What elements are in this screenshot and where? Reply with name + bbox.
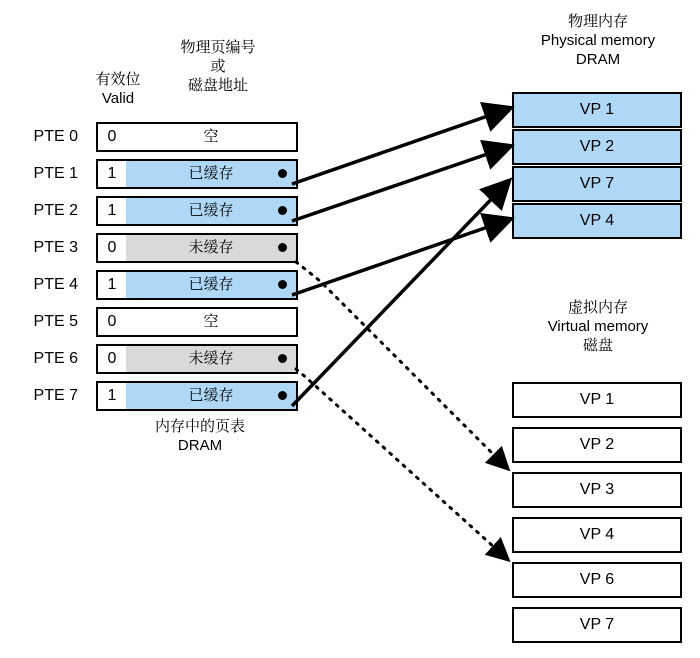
pte-label: PTE 0 bbox=[33, 128, 78, 145]
pte-ppn-cell: 空 bbox=[126, 122, 298, 152]
valid-column-header-line2: Valid bbox=[101, 90, 135, 107]
pte-valid-bit: 1 bbox=[96, 381, 128, 411]
page-table-caption-line1: 内存中的页表 bbox=[154, 418, 245, 435]
physical-memory-caption-line2: Physical memory bbox=[540, 32, 656, 49]
pte-valid-bit: 0 bbox=[96, 233, 128, 263]
pte-ppn-cell: 未缓存 bbox=[126, 233, 298, 263]
pte-valid-bit: 0 bbox=[96, 122, 128, 152]
pte-ppn-cell: 已缓存 bbox=[126, 196, 298, 226]
virtual-memory-caption-line1: 虚拟内存 bbox=[567, 299, 628, 316]
pte-ppn-cell: 已缓存 bbox=[126, 381, 298, 411]
pte-label: PTE 3 bbox=[33, 239, 78, 256]
virtual-page-box: VP 1 bbox=[512, 382, 682, 418]
pte-pointer-dot bbox=[278, 391, 287, 400]
pte-ppn-cell: 已缓存 bbox=[126, 270, 298, 300]
pte-label: PTE 5 bbox=[33, 313, 78, 330]
pte-label: PTE 1 bbox=[33, 165, 78, 182]
virtual-page-box: VP 6 bbox=[512, 562, 682, 598]
pte-pointer-dot bbox=[278, 280, 287, 289]
pte-label: PTE 4 bbox=[33, 276, 78, 293]
pte-valid-bit: 0 bbox=[96, 344, 128, 374]
physical-page-box: VP 4 bbox=[512, 203, 682, 239]
pte-valid-bit: 1 bbox=[96, 159, 128, 189]
ppn-column-header-line2: 或 bbox=[210, 58, 226, 75]
physical-page-box: VP 2 bbox=[512, 129, 682, 165]
virtual-page-box: VP 7 bbox=[512, 607, 682, 643]
valid-column-header-line1: 有效位 bbox=[95, 71, 141, 88]
pte-pointer-dot bbox=[278, 206, 287, 215]
physical-page-box: VP 7 bbox=[512, 166, 682, 202]
pte-valid-bit: 1 bbox=[96, 270, 128, 300]
physical-page-box: VP 1 bbox=[512, 92, 682, 128]
pte-pointer-dot bbox=[278, 169, 287, 178]
page-table-caption-line2: DRAM bbox=[177, 437, 223, 454]
pte-valid-bit: 1 bbox=[96, 196, 128, 226]
virtual-page-box: VP 2 bbox=[512, 427, 682, 463]
pte-pointer-dot bbox=[278, 354, 287, 363]
virtual-memory-caption-line2: Virtual memory bbox=[547, 318, 649, 335]
pte-ppn-cell: 已缓存 bbox=[126, 159, 298, 189]
pte-valid-bit: 0 bbox=[96, 307, 128, 337]
pte-label: PTE 6 bbox=[33, 350, 78, 367]
ppn-column-header-line3: 磁盘地址 bbox=[187, 77, 248, 94]
pte-ppn-cell: 未缓存 bbox=[126, 344, 298, 374]
virtual-memory-caption-line3: 磁盘 bbox=[582, 337, 613, 354]
virtual-page-box: VP 4 bbox=[512, 517, 682, 553]
pte-label: PTE 7 bbox=[33, 387, 78, 404]
physical-memory-caption-line1: 物理内存 bbox=[567, 13, 628, 30]
pte-ppn-cell: 空 bbox=[126, 307, 298, 337]
pte-label: PTE 2 bbox=[33, 202, 78, 219]
physical-memory-caption-line3: DRAM bbox=[575, 51, 621, 68]
virtual-page-box: VP 3 bbox=[512, 472, 682, 508]
pte-pointer-dot bbox=[278, 243, 287, 252]
ppn-column-header-line1: 物理页编号 bbox=[180, 39, 256, 56]
